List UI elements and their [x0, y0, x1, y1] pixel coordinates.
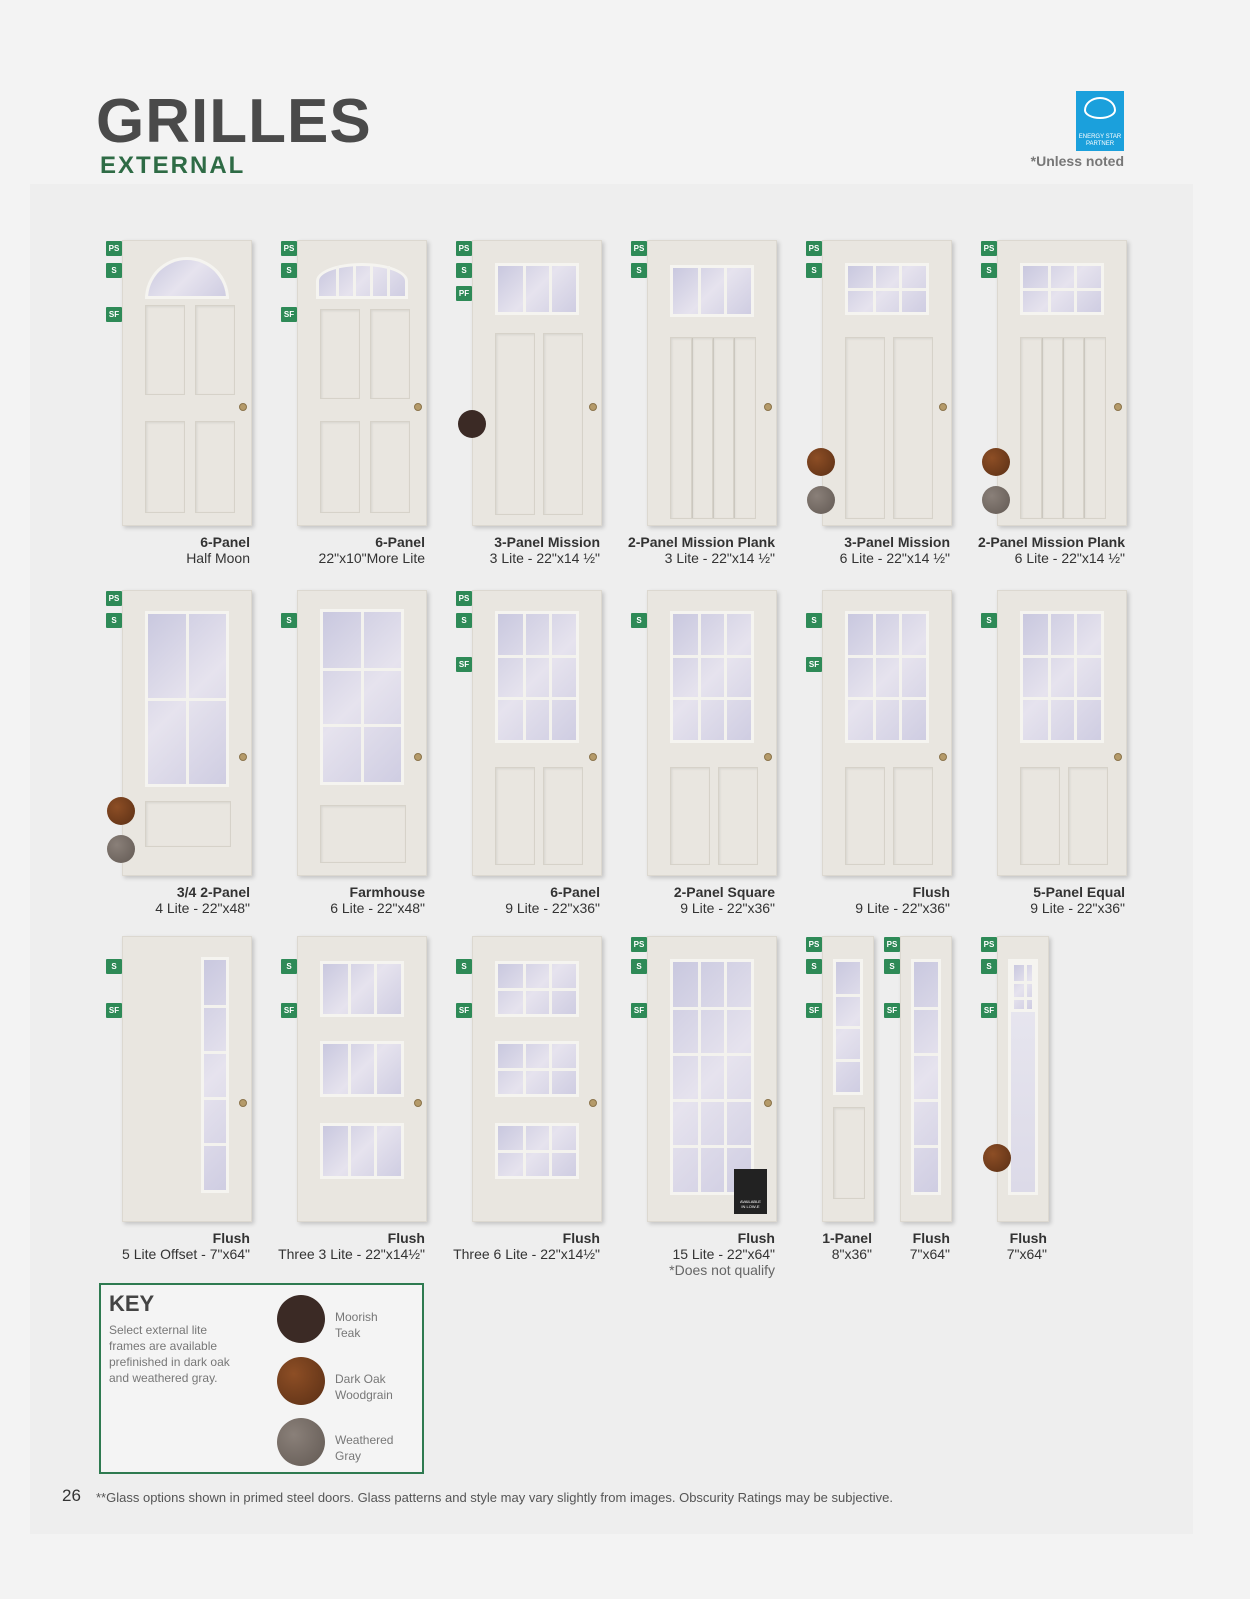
door-knob-icon [414, 403, 422, 411]
door-panel-recess [145, 801, 231, 847]
key-item-label-1: Moorish [335, 1310, 378, 1324]
door-panel-recess [1020, 767, 1060, 865]
finish-badge-s: S [806, 613, 822, 628]
finish-badge-s: S [281, 263, 297, 278]
grille-bar [1014, 997, 1032, 1000]
door-panel-recess [370, 309, 410, 399]
grille-bar [204, 1005, 226, 1008]
glass-lite [495, 263, 579, 315]
grille-bar [523, 614, 526, 740]
grille-bar [914, 1007, 938, 1010]
door-knob-icon [589, 403, 597, 411]
grille-bar [498, 1150, 576, 1153]
finish-badge-s: S [806, 959, 822, 974]
door-knob-icon [764, 403, 772, 411]
finish-badge-s: S [631, 959, 647, 974]
door-name: 3-Panel Mission [494, 534, 600, 550]
door-image [297, 590, 427, 876]
glass-lite [911, 959, 941, 1195]
footnote: **Glass options shown in primed steel doors. Glass patterns and style may vary slightly from images. Obscurity Ratings may be subjective. [96, 1490, 893, 1505]
finish-badge-sf: SF [281, 1003, 297, 1018]
door-spec: 6 Lite - 22"x48" [330, 900, 425, 916]
door-label [400, 534, 600, 566]
weathered-gray-swatch [277, 1418, 325, 1466]
door-name: 5-Panel Equal [1033, 884, 1125, 900]
door-label [925, 884, 1125, 916]
finish-badge-ps: PS [806, 241, 822, 256]
door-spec: 7"x64" [909, 1246, 950, 1262]
door-panel-recess [733, 337, 756, 519]
door-spec: 9 Lite - 22"x36" [505, 900, 600, 916]
door-label [400, 884, 600, 916]
grille-bar [899, 614, 902, 740]
door-spec: 9 Lite - 22"x36" [680, 900, 775, 916]
door-image [122, 240, 252, 526]
door-spec: 7"x64" [1006, 1246, 1047, 1262]
door-knob-icon [239, 403, 247, 411]
finish-badge-s: S [806, 263, 822, 278]
grille-bar [1048, 614, 1051, 740]
door-spec: 9 Lite - 22"x36" [1030, 900, 1125, 916]
door-name: Flush [212, 1230, 250, 1246]
door-panel-recess [845, 767, 885, 865]
page-subtitle: EXTERNAL [100, 152, 246, 179]
grille-bar [724, 614, 727, 740]
door-label [50, 534, 250, 566]
door-panel-recess [845, 337, 885, 519]
grille-bar [348, 964, 351, 1014]
glass-lite [320, 609, 404, 785]
key-item-label-2: Gray [335, 1449, 362, 1463]
finish-badge-sf: SF [981, 1003, 997, 1018]
half-moon-lite [145, 257, 229, 299]
finish-badge-ps: PS [981, 937, 997, 952]
door-spec: 9 Lite - 22"x36" [855, 900, 950, 916]
grille-bar [148, 698, 226, 701]
glass-lite [1011, 962, 1035, 1012]
grille-bar [673, 655, 751, 658]
finish-badge-ps: PS [631, 241, 647, 256]
glass-lite [145, 611, 229, 787]
door-knob-icon [1114, 403, 1122, 411]
door-label [750, 534, 950, 566]
door-image [472, 590, 602, 876]
door-panel-recess [543, 333, 583, 515]
door-image [647, 240, 777, 526]
door-label [847, 1230, 1047, 1262]
grille-bar [848, 655, 926, 658]
door-image [647, 590, 777, 876]
grille-bar [348, 1126, 351, 1176]
door-image [122, 936, 252, 1222]
key-title: KEY [109, 1291, 155, 1316]
door-image [822, 240, 952, 526]
grille-bar [673, 697, 751, 700]
grille-bar [914, 1053, 938, 1056]
unless-noted-note: *Unless noted [1030, 153, 1124, 169]
door-knob-icon [414, 1099, 422, 1107]
door-image [997, 936, 1049, 1222]
door-label [400, 1230, 600, 1262]
door-spec: Three 3 Lite - 22"x14½" [278, 1246, 425, 1262]
key-description: Select external lite frames are available prefinished in dark oak and weathered gray. [109, 1323, 230, 1385]
glass-lite [1020, 611, 1104, 743]
finish-badge-s: S [981, 613, 997, 628]
grille-bar [374, 1126, 377, 1176]
door-knob-icon [764, 753, 772, 761]
door-label [225, 1230, 425, 1262]
grille-bar [336, 266, 339, 296]
finish-badge-ps: PS [106, 241, 122, 256]
grille-bar [323, 668, 401, 671]
grille-bar [498, 697, 576, 700]
door-name: Flush [912, 884, 950, 900]
door-knob-icon [239, 1099, 247, 1107]
grille-bar [1074, 614, 1077, 740]
door-name: Farmhouse [349, 884, 425, 900]
finish-badge-sf: SF [106, 307, 122, 322]
grille-bar [1014, 981, 1032, 984]
grille-bar [353, 266, 356, 296]
key-box [99, 1283, 424, 1474]
door-panel-recess [145, 305, 185, 395]
key-item-label-1: Dark Oak [335, 1372, 386, 1386]
finish-badge-s: S [981, 959, 997, 974]
finish-badge-s: S [281, 959, 297, 974]
door-spec: 8"x36" [831, 1246, 872, 1262]
door-image [822, 590, 952, 876]
grille-bar [836, 1026, 860, 1029]
door-name: 3-Panel Mission [844, 534, 950, 550]
finish-badge-ps: PS [884, 937, 900, 952]
finish-badge-s: S [456, 959, 472, 974]
door-spec: 3 Lite - 22"x14 ½" [489, 550, 600, 566]
door-panel-recess [833, 1107, 865, 1199]
door-label [50, 1230, 250, 1262]
grille-bar [387, 266, 390, 296]
door-spec: Three 6 Lite - 22"x14½" [453, 1246, 600, 1262]
door-image [472, 240, 602, 526]
door-name: Flush [562, 1230, 600, 1246]
grille-bar [836, 1059, 860, 1062]
door-panel-recess [691, 337, 714, 519]
door-knob-icon [589, 753, 597, 761]
glass-lite [320, 1041, 404, 1097]
darkoak-swatch [807, 448, 835, 476]
door-panel-recess [1068, 767, 1108, 865]
door-knob-icon [939, 753, 947, 761]
finish-badge-s: S [884, 959, 900, 974]
finish-badge-sf: SF [631, 1003, 647, 1018]
finish-badge-s: S [106, 959, 122, 974]
grille-bar [549, 266, 552, 312]
grille-bar [673, 1099, 751, 1102]
energy-star-logo [1076, 91, 1124, 151]
door-image [997, 240, 1127, 526]
darkoak-swatch [982, 448, 1010, 476]
door-spec: 4 Lite - 22"x48" [155, 900, 250, 916]
glass-lite [845, 263, 929, 315]
key-item-label-1: Weathered [335, 1433, 394, 1447]
key-item-label-2: Teak [335, 1326, 361, 1340]
door-spec: 3 Lite - 22"x14 ½" [664, 550, 775, 566]
grille-bar [1024, 965, 1027, 1009]
door-name: 2-Panel Square [673, 884, 775, 900]
door-panel-recess [1020, 337, 1043, 519]
grille-bar [1023, 288, 1101, 291]
gray-swatch [982, 486, 1010, 514]
door-knob-icon [939, 403, 947, 411]
finish-badge-s: S [981, 263, 997, 278]
door-name: 1-Panel [822, 1230, 872, 1246]
door-spec: 22"x10"More Lite [318, 550, 425, 566]
door-label [750, 884, 950, 916]
door-panel-recess [1041, 337, 1064, 519]
finish-badge-ps: PS [806, 937, 822, 952]
door-label [50, 884, 250, 916]
finish-badge-sf: SF [456, 657, 472, 672]
door-image [472, 936, 602, 1222]
finish-badge-pf: PF [456, 286, 472, 301]
grille-bar [673, 1053, 751, 1056]
door-label [225, 534, 425, 566]
grille-bar [549, 614, 552, 740]
key-item-label [335, 1432, 415, 1464]
grille-bar [848, 288, 926, 291]
grille-bar [873, 614, 876, 740]
door-label [575, 884, 775, 916]
finish-badge-sf: SF [106, 1003, 122, 1018]
grille-bar [724, 962, 727, 1192]
grille-bar [374, 964, 377, 1014]
finish-badge-sf: SF [806, 1003, 822, 1018]
glass-lite [670, 265, 754, 317]
glass-lite [320, 1123, 404, 1179]
grille-bar [673, 1007, 751, 1010]
glass-lite [833, 959, 863, 1095]
door-name: Flush [387, 1230, 425, 1246]
grille-bar [374, 1044, 377, 1094]
door-spec: Half Moon [186, 550, 250, 566]
finish-badge-s: S [456, 613, 472, 628]
energy-star-line-1: ENERGY STAR [1078, 134, 1122, 140]
door-panel-recess [320, 309, 360, 399]
glass-lite [1008, 959, 1038, 1195]
key-item-label-2: Woodgrain [335, 1388, 393, 1402]
finish-badge-s: S [281, 613, 297, 628]
grille-bar [498, 988, 576, 991]
energy-star-line-2: PARTNER [1085, 141, 1115, 147]
door-image [997, 590, 1127, 876]
grille-bar [204, 1143, 226, 1146]
finish-badge-sf: SF [884, 1003, 900, 1018]
arch-lite [316, 263, 408, 299]
grille-bar [1023, 655, 1101, 658]
grille-bar [914, 1145, 938, 1148]
door-image [900, 936, 952, 1222]
glass-lite [495, 1041, 579, 1097]
page-number: 26 [62, 1486, 81, 1505]
door-image [297, 240, 427, 526]
door-image [647, 936, 777, 1222]
grille-bar [698, 614, 701, 740]
finish-badge-sf: SF [281, 307, 297, 322]
moorish-teak-swatch [277, 1295, 325, 1343]
darkoak-swatch [107, 797, 135, 825]
grille-bar [698, 268, 701, 314]
finish-badge-s: S [631, 613, 647, 628]
door-name: 2-Panel Mission Plank [977, 534, 1125, 550]
glass-lite [495, 961, 579, 1017]
door-panel-recess [495, 767, 535, 865]
finish-badge-s: S [106, 263, 122, 278]
glass-lite [320, 961, 404, 1017]
door-panel-recess [1083, 337, 1106, 519]
grille-bar [1023, 697, 1101, 700]
door-panel-recess [712, 337, 735, 519]
energy-star-icon [1084, 97, 1116, 119]
door-panel-recess [670, 337, 693, 519]
door-panel-recess [893, 767, 933, 865]
glass-lite [670, 611, 754, 743]
low-e-badge [734, 1169, 767, 1214]
glass-lite [845, 611, 929, 743]
door-name: 3/4 2-Panel [176, 884, 250, 900]
key-item-label [335, 1309, 415, 1341]
finish-badge-s: S [456, 263, 472, 278]
finish-badge-ps: PS [631, 937, 647, 952]
grille-bar [724, 268, 727, 314]
darkoak-swatch [983, 1144, 1011, 1172]
grille-bar [204, 1097, 226, 1100]
grille-bar [370, 266, 373, 296]
door-panel-recess [495, 333, 535, 515]
door-panel-recess [320, 805, 406, 863]
door-name: 6-Panel [375, 534, 425, 550]
door-image [122, 590, 252, 876]
door-panel-recess [718, 767, 758, 865]
door-name: Flush [1009, 1230, 1047, 1246]
door-name: 6-Panel [200, 534, 250, 550]
finish-badge-ps: PS [106, 591, 122, 606]
door-label [925, 534, 1125, 566]
door-panel-recess [543, 767, 583, 865]
finish-badge-ps: PS [456, 591, 472, 606]
grille-bar [698, 962, 701, 1192]
door-spec: 15 Lite - 22"x64" [672, 1246, 775, 1262]
grille-bar [523, 266, 526, 312]
door-knob-icon [1114, 753, 1122, 761]
glass-lite [670, 959, 754, 1195]
finish-badge-s: S [631, 263, 647, 278]
grille-bar [348, 1044, 351, 1094]
gray-swatch [107, 835, 135, 863]
dark-oak-swatch [277, 1357, 325, 1405]
grille-bar [204, 1051, 226, 1054]
finish-badge-s: S [106, 613, 122, 628]
finish-badge-ps: PS [981, 241, 997, 256]
door-knob-icon [764, 1099, 772, 1107]
page-title: GRILLES [96, 87, 372, 156]
low-e-line-2: IN LOW-E [741, 1204, 760, 1209]
door-name: 6-Panel [550, 884, 600, 900]
low-e-line-1: AVAILABLE [740, 1199, 761, 1204]
glass-lite [1020, 263, 1104, 315]
door-spec: 6 Lite - 22"x14 ½" [1014, 550, 1125, 566]
door-name: Flush [912, 1230, 950, 1246]
grille-bar [836, 994, 860, 997]
finish-badge-ps: PS [456, 241, 472, 256]
door-label [225, 884, 425, 916]
moorish-swatch [458, 410, 486, 438]
door-panel-recess [195, 305, 235, 395]
door-spec: 6 Lite - 22"x14 ½" [839, 550, 950, 566]
gray-swatch [807, 486, 835, 514]
grille-bar [673, 1145, 751, 1148]
grille-bar [914, 1099, 938, 1102]
glass-lite [201, 957, 229, 1193]
door-name: 2-Panel Mission Plank [627, 534, 775, 550]
grille-bar [323, 724, 401, 727]
door-image [822, 936, 874, 1222]
door-knob-icon [414, 753, 422, 761]
door-panel-recess [1062, 337, 1085, 519]
door-panel-recess [195, 421, 235, 513]
door-knob-icon [589, 1099, 597, 1107]
glass-lite [495, 1123, 579, 1179]
door-panel-recess [145, 421, 185, 513]
door-note: *Does not qualify [669, 1262, 775, 1278]
door-panel-recess [370, 421, 410, 513]
finish-badge-sf: SF [806, 657, 822, 672]
door-image [297, 936, 427, 1222]
door-panel-recess [320, 421, 360, 513]
grille-bar [498, 1068, 576, 1071]
key-item-label [335, 1371, 415, 1403]
door-label [575, 534, 775, 566]
finish-badge-sf: SF [456, 1003, 472, 1018]
door-name: Flush [737, 1230, 775, 1246]
door-knob-icon [239, 753, 247, 761]
finish-badge-ps: PS [281, 241, 297, 256]
grille-bar [848, 697, 926, 700]
door-spec: 5 Lite Offset - 7"x64" [122, 1246, 250, 1262]
door-panel-recess [670, 767, 710, 865]
door-panel-recess [893, 337, 933, 519]
glass-lite [495, 611, 579, 743]
grille-bar [498, 655, 576, 658]
grille-bar [361, 612, 364, 782]
